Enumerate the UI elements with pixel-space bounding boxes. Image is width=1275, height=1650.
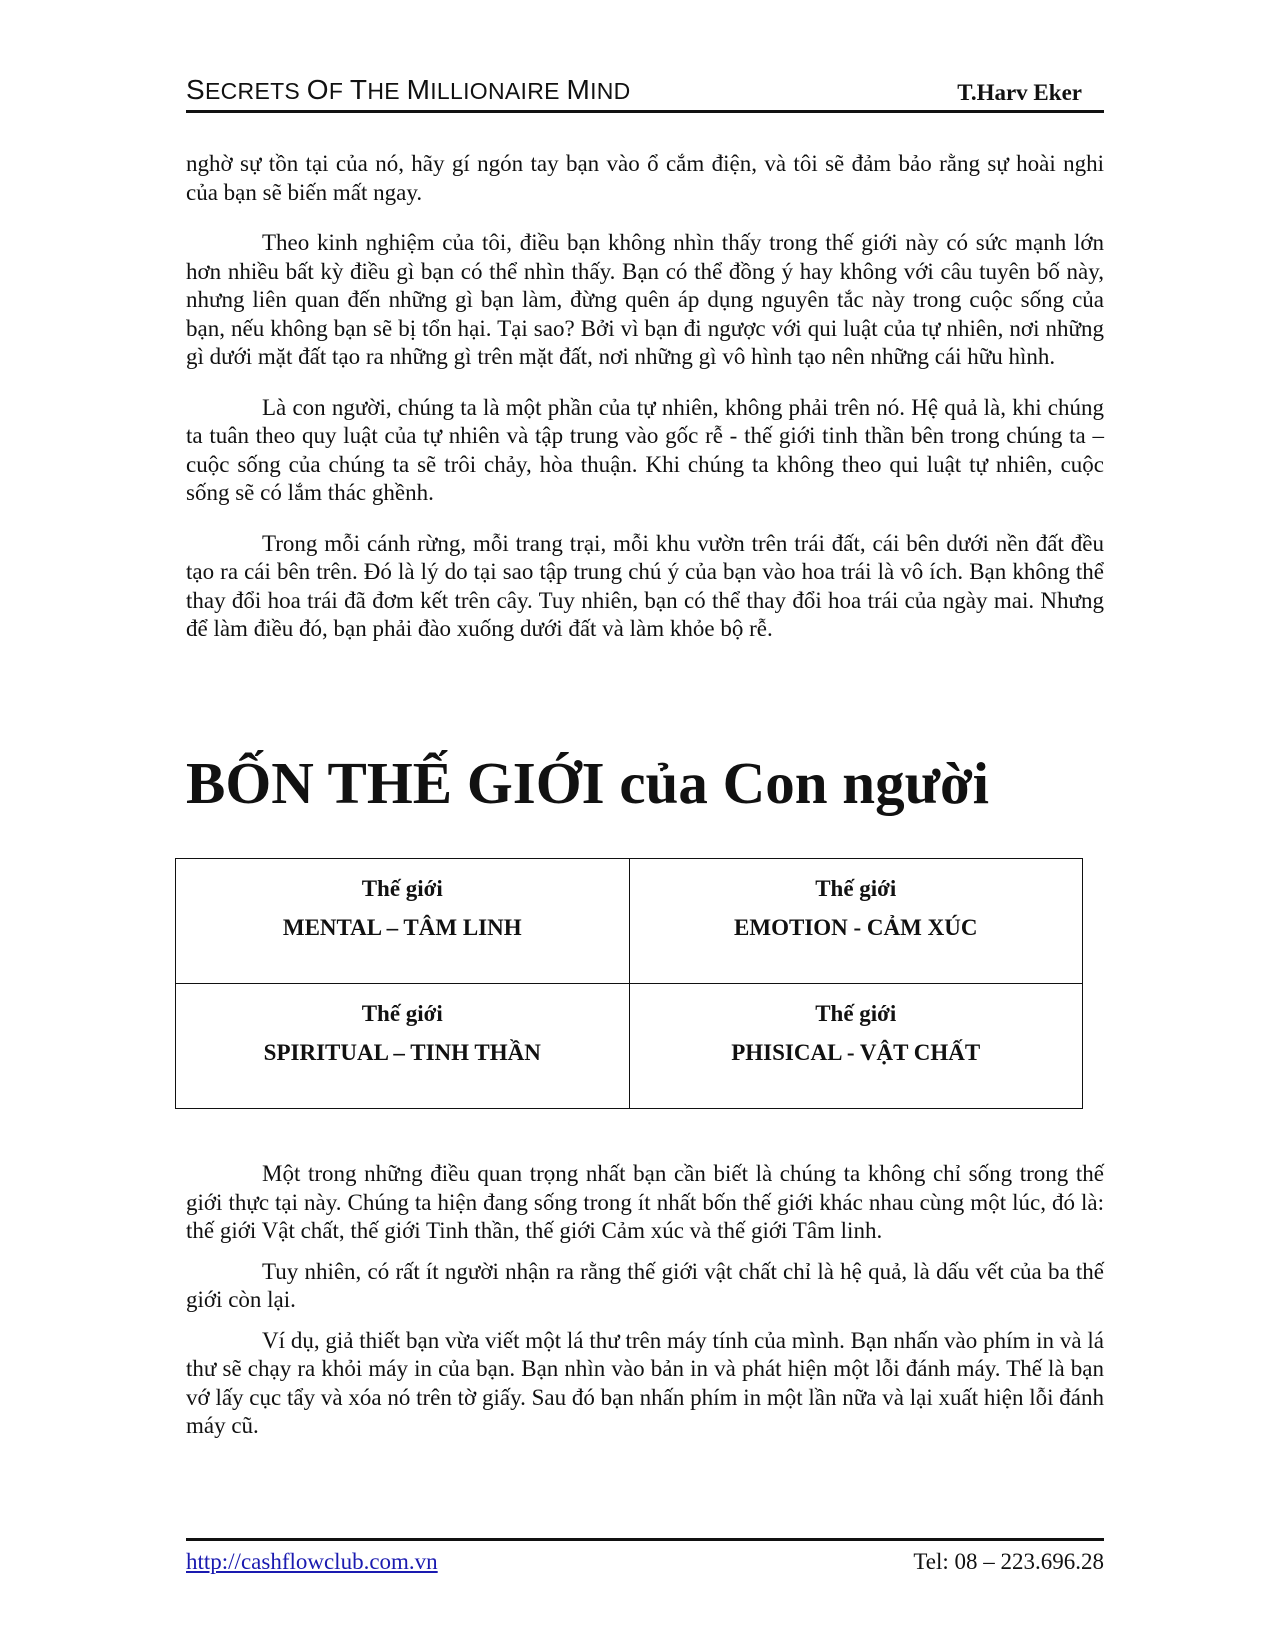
paragraph: Theo kinh nghiệm của tôi, điều bạn không nhìn thấy trong thế giới này có sức mạnh lớn hơn nhiều bất kỳ điều gì bạn có thể nhìn thấy. Bạn có thể đồng ý hay không với câu tuyên bố này, nhưng liên quan đến những gì bạn làm, đừng quên áp dụng nguyên tắc này trong cuộc sống của bạn, nếu không bạn sẽ bị tổn hại. Tại sao? Bởi vì bạn đi ngược với qui luật của tự nhiên, nơi những gì dưới mặt đất tạo ra những gì trên mặt đất, nơi những gì vô hình tạo nên những cái hữu hình. [186,230,1104,369]
paragraph: Tuy nhiên, có rất ít người nhận ra rằng thế giới vật chất chỉ là hệ quả, là dấu vết của ba thế giới còn lại. [186,1258,1104,1312]
title-rest: F [328,78,350,104]
book-title [186,74,631,106]
title-cap: M [566,74,591,105]
section-title: BỐN THẾ GIỚI của Con người [186,750,990,816]
body-text-top [186,150,1104,644]
book-author: T.Harv Eker [957,80,1082,105]
table-cell-physical [629,984,1083,1109]
world-label: Thế giới [815,1001,897,1026]
world-name: PHISICAL - VẬT CHẤT [731,1040,981,1065]
title-cap: M [406,74,431,105]
paragraph: nghờ sự tồn tại của nó, hãy gí ngón tay bạn vào ổ cắm điện, và tôi sẽ đảm bảo rằng sự hoài nghi của bạn sẽ biến mất ngay. [186,151,1104,205]
table-row [176,984,1083,1109]
page-footer [186,1538,1104,1585]
world-name: SPIRITUAL – TINH THẦN [263,1040,541,1065]
world-label: Thế giới [815,876,897,901]
table-cell-mental [176,859,630,984]
world-label: Thế giới [361,1001,443,1026]
world-name: EMOTION - CẢM XÚC [734,915,978,940]
title-rest: ILLIONAIRE [430,78,567,104]
title-cap: S [186,74,205,105]
body-text-bottom [186,1160,1104,1441]
paragraph: Ví dụ, giả thiết bạn vừa viết một lá thư trên máy tính của mình. Bạn nhấn vào phím in và lá thư sẽ chạy ra khỏi máy in của bạn. Bạn nhìn vào bản in và phát hiện một lỗi đánh máy. Thế là bạn vớ lấy cục tẩy và xóa nó trên tờ giấy. Sau đó bạn nhấn phím in một lần nữa và lại xuất hiện lỗi đánh máy cũ. [186,1327,1104,1438]
title-rest: IND [590,78,631,104]
title-rest: ECRETS [204,78,307,104]
paragraph: Là con người, chúng ta là một phần của tự nhiên, không phải trên nó. Hệ quả là, khi chúng ta tuân theo quy luật của tự nhiên và tập trung vào gốc rễ - thế giới tinh thần bên trong chúng ta – cuộc sống của chúng ta sẽ trôi chảy, hòa thuận. Khi chúng ta không theo qui luật tự nhiên, cuộc sống sẽ có lắm thác ghềnh. [186,394,1104,505]
title-cap: T [349,74,368,105]
page-header [186,76,1104,113]
title-rest: HE [367,78,407,104]
table-row [176,859,1083,984]
world-name: MENTAL – TÂM LINH [282,915,522,940]
title-cap: O [306,74,329,105]
table-cell-emotion [629,859,1083,984]
table-cell-spiritual [176,984,630,1109]
paragraph: Một trong những điều quan trọng nhất bạn cần biết là chúng ta không chỉ sống trong thế giới thực tại này. Chúng ta hiện đang sống trong ít nhất bốn thế giới khác nhau cùng một lúc, đó là: thế giới Vật chất, thế giới Tinh thần, thế giới Cảm xúc và thế giới Tâm linh. [186,1161,1104,1243]
world-label: Thế giới [361,876,443,901]
four-worlds-table [175,858,1083,1109]
website-link[interactable]: http://cashflowclub.com.vn [186,1549,438,1574]
phone-number: Tel: 08 – 223.696.28 [913,1549,1104,1574]
paragraph: Trong mỗi cánh rừng, mỗi trang trại, mỗi khu vườn trên trái đất, cái bên dưới nền đất đều tạo ra cái bên trên. Đó là lý do tại sao tập trung chú ý của bạn vào hoa trái là vô ích. Bạn không thể thay đổi hoa trái đã đơm kết trên cây. Tuy nhiên, bạn có thể thay đổi hoa trái của ngày mai. Nhưng để làm điều đó, bạn phải đào xuống dưới đất và làm khỏe bộ rễ. [186,530,1104,641]
